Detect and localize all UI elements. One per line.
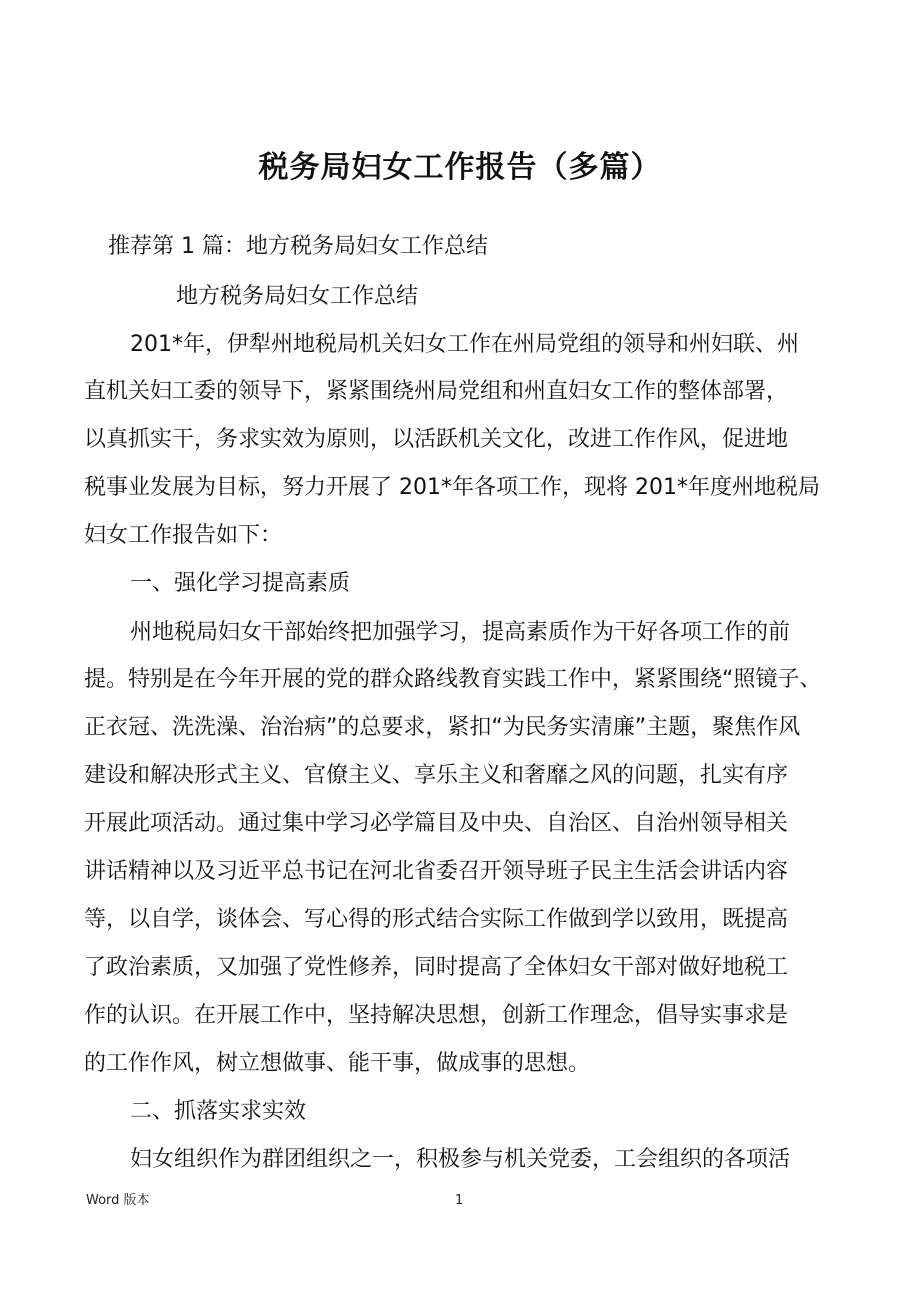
page-number: 1 [455,1193,464,1208]
paragraph-line: 建设和解决形式主义、官僚主义、享乐主义和奢靡之风的问题，扎实有序 [84,763,789,788]
document-title: 税务局妇女工作报告（多篇） [258,150,662,185]
subtitle: 地方税务局妇女工作总结 [176,284,419,309]
paragraph-line: 正衣冠、洗洗澡、治治病”的总要求，紧扣“为民务实清廉”主题，聚焦作风 [84,715,801,740]
paragraph-line: 了政治素质，又加强了党性修养，同时提高了全体妇女干部对做好地税工 [84,955,789,980]
paragraph-line: 讲话精神以及习近平总书记在河北省委召开领导班子民主生活会讲话内容 [84,859,789,884]
paragraph-line: 作的认识。在开展工作中，坚持解决思想，创新工作理念，倡导实事求是 [84,1003,789,1028]
paragraph-line: 等，以自学，谈体会、写心得的形式结合实际工作做到学以致用，既提高 [84,907,789,932]
paragraph-line: 的工作作风，树立想做事、能干事，做成事的思想。 [84,1051,591,1076]
paragraph-line: 提。特别是在今年开展的党的群众路线教育实践工作中，紧紧围绕“照镜子、 [84,667,822,692]
paragraph-line: 直机关妇工委的领导下，紧紧围绕州局党组和州直妇女工作的整体部署， [84,379,789,404]
section-heading: 一、强化学习提高素质 [130,571,351,596]
paragraph-line: 妇女工作报告如下： [84,523,283,548]
paragraph-line: 妇女组织作为群团组织之一，积极参与机关党委，工会组织的各项活 [130,1147,791,1172]
paragraph-line: 201*年，伊犁州地税局机关妇女工作在州局党组的领导和州妇联、州 [130,332,799,357]
section-heading: 二、抓落实求实效 [130,1099,307,1124]
paragraph-line: 开展此项活动。通过集中学习必学篇目及中央、自治区、自治州领导相关 [84,811,789,836]
paragraph-line: 税事业发展为目标，努力开展了 201*年各项工作，现将 201*年度州地税局 [84,475,820,500]
footer-label: Word 版本 [86,1193,150,1208]
paragraph-line: 州地税局妇女干部始终把加强学习，提高素质作为干好各项工作的前 [130,620,791,645]
paragraph-line: 以真抓实干，务求实效为原则，以活跃机关文化，改进工作作风，促进地 [84,427,789,452]
recommend-heading: 推荐第 1 篇：地方税务局妇女工作总结 [108,234,488,259]
